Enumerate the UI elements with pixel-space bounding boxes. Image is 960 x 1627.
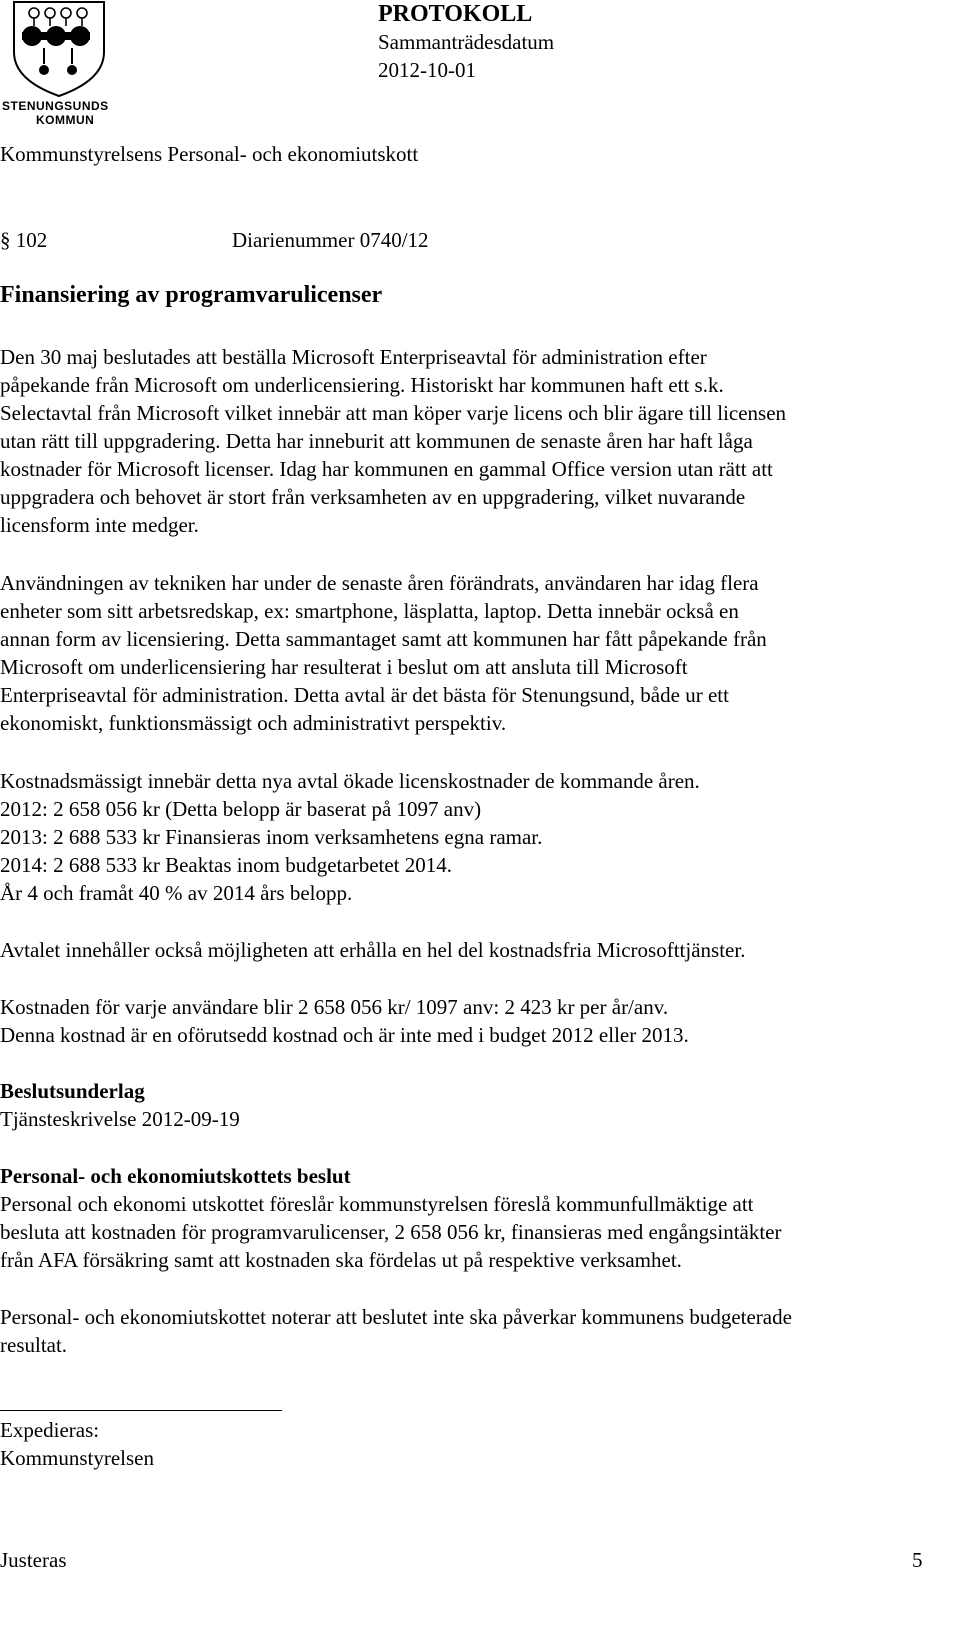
decision-note <box>0 1303 945 1359</box>
per-user-line: Kostnaden för varje användare blir 2 658 056 kr/ 1097 anv: 2 423 kr per år/anv. <box>0 995 669 1019</box>
body-line: kostnader för Microsoft licenser. Idag har kommunen en gammal Office version utan rätt att <box>0 457 773 481</box>
cost-breakdown <box>0 767 945 907</box>
logo-text <box>2 99 109 127</box>
document-type: PROTOKOLL <box>378 1 533 27</box>
decision-line: från AFA försäkring samt att kostnaden ska fördelas ut på respektive verksamhet. <box>0 1248 682 1272</box>
decision-heading: Personal- och ekonomiutskottets beslut <box>0 1164 351 1188</box>
decision-note-line: Personal- och ekonomiutskottet noterar att beslutet inte ska påverkar kommunens budgeterade <box>0 1305 792 1329</box>
section-number <box>0 226 47 254</box>
meeting-date: 2012-10-01 <box>378 58 476 82</box>
footer-justeras: Justeras <box>0 1548 67 1572</box>
diary-number: Diarienummer 0740/12 <box>232 228 429 252</box>
agreement-note: Avtalet innehåller också möjligheten att erhålla en hel del kostnadsfria Microsofttjänster. <box>0 938 746 962</box>
body-line: Enterpriseavtal för administration. Detta avtal är det bästa för Stenungsund, både ur ett <box>0 683 729 707</box>
section-symbol: § <box>0 228 11 252</box>
body-line: utan rätt till uppgradering. Detta har inneburit att kommunen de senaste åren har haft låga <box>0 429 753 453</box>
decision-line: Personal och ekonomi utskottet föreslår kommunstyrelsen föreslå kommunfullmäktige att <box>0 1192 754 1216</box>
body-line: ekonomiskt, funktionsmässigt och administrativt perspektiv. <box>0 711 507 735</box>
cost-line: År 4 och framåt 40 % av 2014 års belopp. <box>0 881 353 905</box>
logo-text-line1: STENUNGSUNDS <box>2 99 109 113</box>
body-line: Microsoft om underlicensiering har resulterat i beslut om att ansluta till Microsoft <box>0 655 688 679</box>
page-number: 5 <box>912 1548 923 1572</box>
cost-line: 2012: 2 658 056 kr (Detta belopp är baserat på 1097 anv) <box>0 797 482 821</box>
basis-heading: Beslutsunderlag <box>0 1079 145 1103</box>
decision-text <box>0 1190 945 1274</box>
coat-of-arms-icon <box>0 0 120 98</box>
logo-text-line2: KOMMUN <box>36 113 95 127</box>
basis-item: Tjänsteskrivelse 2012-09-19 <box>0 1107 240 1131</box>
body-line: påpekande från Microsoft om underlicensiering. Historiskt har kommunen haft ett s.k. <box>0 373 724 397</box>
cost-line: 2013: 2 688 533 kr Finansieras inom verksamhetens egna ramar. <box>0 825 543 849</box>
meeting-date-label: Sammanträdesdatum <box>378 30 555 54</box>
body-line: enheter som sitt arbetsredskap, ex: smartphone, läsplatta, laptop. Detta innebär också en <box>0 599 739 623</box>
per-user-line: Denna kostnad är en oförutsedd kostnad och är inte med i budget 2012 eller 2013. <box>0 1023 689 1047</box>
body-paragraph-1 <box>0 343 945 539</box>
per-user-cost <box>0 993 945 1049</box>
body-line: uppgradera och behovet är stort från verksamheten av en uppgradering, vilket nuvarande <box>0 485 746 509</box>
cost-line: Kostnadsmässigt innebär detta nya avtal ökade licenskostnader de kommande åren. <box>0 769 700 793</box>
body-line: annan form av licensiering. Detta sammantaget samt att kommunen har fått påpekande från <box>0 627 767 651</box>
decision-line: besluta att kostnaden för programvarulicenser, 2 658 056 kr, finansieras med engångsintäkter <box>0 1220 782 1244</box>
separator-line <box>0 1410 282 1411</box>
item-title: Finansiering av programvarulicenser <box>0 282 383 308</box>
body-paragraph-2 <box>0 569 945 737</box>
body-line: Selectavtal från Microsoft vilket innebär att man köper varje licens och blir ägare till licensen <box>0 401 787 425</box>
committee-name: Kommunstyrelsens Personal- och ekonomiutskott <box>0 142 419 166</box>
decision-note-line: resultat. <box>0 1333 68 1357</box>
body-line: Användningen av tekniken har under de senaste åren förändrats, användaren har idag flera <box>0 571 759 595</box>
body-line: Den 30 maj beslutades att beställa Microsoft Enterpriseavtal för administration efter <box>0 345 707 369</box>
cost-line: 2014: 2 688 533 kr Beaktas inom budgetarbetet 2014. <box>0 853 453 877</box>
dispatch-label: Expedieras: <box>0 1418 100 1442</box>
section-number-value: 102 <box>15 228 48 252</box>
dispatch-recipient: Kommunstyrelsen <box>0 1446 154 1470</box>
body-line: licensform inte medger. <box>0 513 199 537</box>
